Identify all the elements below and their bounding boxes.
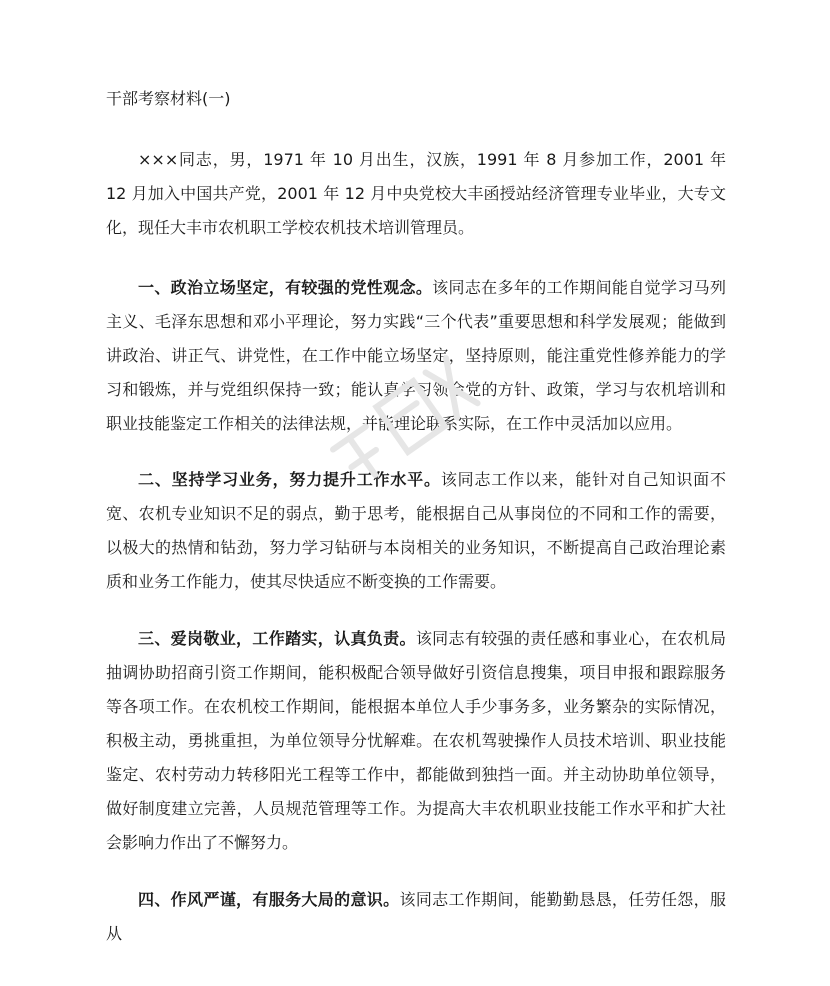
intro-paragraph: ×××同志，男，1971 年 10 月出生，汉族，1991 年 8 月参加工作，2001 年 12 月加入中国共产党，2001 年 12 月中央党校大丰函授站经济管理专业毕业，大专文化，现任大丰市农机职工学校农机技术培训管理员。	[106, 150, 726, 237]
section-3-heading: 三、爱岗敬业，工作踏实，认真负责。	[138, 629, 416, 648]
section-2-heading: 二、坚持学习业务，努力提升工作水平。	[138, 470, 441, 489]
document-title: 干部考察材料(一)	[106, 89, 231, 108]
section-4-paragraph	[106, 883, 726, 951]
section-1-heading: 一、政治立场坚定，有较强的党性观念。	[138, 278, 433, 297]
section-3-body: 该同志有较强的责任感和事业心，在农机局抽调协助招商引资工作期间，能积极配合领导做好引资信息搜集，项目申报和跟踪服务等各项工作。在农机校工作期间，能根据本单位人手少事务多，业务繁杂的实际情况，积极主动，勇挑重担，为单位领导分忧解难。在农机驾驶操作人员技术培训、职业技能鉴定、农村劳动力转移阳光工程等工作中，都能做到独挡一面。并主动协助单位领导，做好制度建立完善，人员规范管理等工作。为提高大丰农机职业技能工作水平和扩大社会影响力作出了不懈努力。	[106, 629, 726, 852]
section-4-heading: 四、作风严谨，有服务大局的意识。	[138, 890, 400, 909]
section-2-body: 该同志工作以来，能针对自己知识面不宽、农机专业知识不足的弱点，勤于思考，能根据自己从事岗位的不同和工作的需要，以极大的热情和钻劲，努力学习钻研与本岗相关的业务知识，不断提高自己政治理论素质和业务工作能力，使其尽快适应不断变换的工作需要。	[106, 470, 726, 591]
section-2-paragraph	[106, 463, 726, 599]
section-4-body: 该同志工作期间，能勤勤恳恳，任劳任怨，服从	[106, 890, 726, 943]
section-1-paragraph	[106, 271, 726, 441]
section-1-body: 该同志在多年的工作期间能自觉学习马列主义、毛泽东思想和邓小平理论，努力实践“三个代表”重要思想和科学发展观；能做到讲政治、讲正气、讲党性，在工作中能立场坚定，坚持原则，能注重党性修养能力的学习和锻炼，并与党组织保持一致；能认真学习领会党的方针、政策，学习与农机培训和职业技能鉴定工作相关的法律法规，并能理论联系实际，在工作中灵活加以应用。	[106, 278, 726, 433]
section-3-paragraph	[106, 622, 726, 860]
